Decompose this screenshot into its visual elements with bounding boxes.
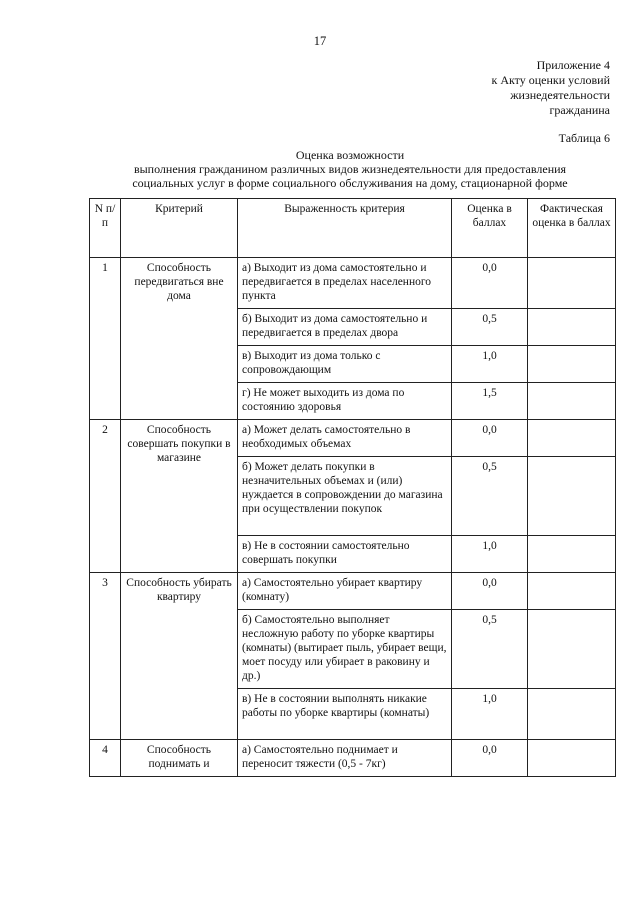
table-row	[90, 420, 616, 457]
expression-cell: а) Может делать самостоятельно в необходимых объемах	[238, 420, 452, 457]
score-cell: 1,0	[452, 536, 528, 573]
title-line: выполнения гражданином различных видов жизнедеятельности для предоставления	[133, 162, 567, 176]
table-label: Таблица 6	[558, 131, 610, 145]
score-cell: 0,0	[452, 258, 528, 309]
actual-score-cell	[528, 573, 616, 610]
appendix-line: гражданина	[549, 103, 610, 117]
expression-cell: а) Самостоятельно поднимает и переносит тяжести (0,5 - 7кг)	[238, 740, 452, 777]
title-line: социальных услуг в форме социального обслуживания на дому, стационарной форме	[132, 176, 568, 190]
header-score: Оценка в баллах	[452, 199, 528, 258]
actual-score-cell	[528, 689, 616, 740]
assessment-table	[89, 198, 616, 777]
actual-score-cell	[528, 383, 616, 420]
expression-cell: а) Выходит из дома самостоятельно и передвигается в пределах населенного пункта	[238, 258, 452, 309]
actual-score-cell	[528, 346, 616, 383]
expression-cell: а) Самостоятельно убирает квартиру (комнату)	[238, 573, 452, 610]
table-header-row	[90, 199, 616, 258]
score-cell: 0,0	[452, 740, 528, 777]
appendix-note	[492, 58, 611, 118]
score-cell: 0,5	[452, 610, 528, 689]
actual-score-cell	[528, 309, 616, 346]
page-number: 17	[313, 34, 327, 48]
actual-score-cell	[528, 258, 616, 309]
document-title	[90, 148, 610, 190]
expression-cell: б) Самостоятельно выполняет несложную работу по уборке квартиры (комнаты) (вытирает пыль, убирает вещи, моет посуду или убирает в раковину и др.)	[238, 610, 452, 689]
criterion-cell: Способность совершать покупки в магазине	[121, 420, 238, 573]
actual-score-cell	[528, 740, 616, 777]
actual-score-cell	[528, 610, 616, 689]
expression-cell: в) Выходит из дома только с сопровождающим	[238, 346, 452, 383]
header-criterion: Критерий	[121, 199, 238, 258]
table-row	[90, 573, 616, 610]
score-cell: 0,0	[452, 420, 528, 457]
row-number: 4	[90, 740, 121, 777]
score-cell: 1,0	[452, 346, 528, 383]
criterion-cell: Способность поднимать и	[121, 740, 238, 777]
criterion-cell: Способность убирать квартиру	[121, 573, 238, 740]
expression-cell: г) Не может выходить из дома по состоянию здоровья	[238, 383, 452, 420]
score-cell: 1,5	[452, 383, 528, 420]
appendix-line: к Акту оценки условий	[491, 73, 610, 87]
header-expression: Выраженность критерия	[238, 199, 452, 258]
expression-cell: б) Может делать покупки в незначительных объемах и (или) нуждается в сопровождении до магазина при осуществлении покупок	[238, 457, 452, 536]
score-cell: 0,5	[452, 309, 528, 346]
score-cell: 0,0	[452, 573, 528, 610]
score-cell: 0,5	[452, 457, 528, 536]
table-row	[90, 258, 616, 309]
title-line: Оценка возможности	[295, 148, 405, 162]
score-cell: 1,0	[452, 689, 528, 740]
row-number: 2	[90, 420, 121, 573]
appendix-line: Приложение 4	[536, 58, 610, 72]
actual-score-cell	[528, 536, 616, 573]
appendix-line: жизнедеятельности	[510, 88, 610, 102]
actual-score-cell	[528, 457, 616, 536]
row-number: 1	[90, 258, 121, 420]
header-actual: Фактическая оценка в баллах	[528, 199, 616, 258]
expression-cell: в) Не в состоянии выполнять никакие работы по уборке квартиры (комнаты)	[238, 689, 452, 740]
header-num: N п/п	[90, 199, 121, 258]
actual-score-cell	[528, 420, 616, 457]
expression-cell: б) Выходит из дома самостоятельно и передвигается в пределах двора	[238, 309, 452, 346]
row-number: 3	[90, 573, 121, 740]
expression-cell: в) Не в состоянии самостоятельно совершать покупки	[238, 536, 452, 573]
criterion-cell: Способность передвигаться вне дома	[121, 258, 238, 420]
table-row	[90, 740, 616, 777]
